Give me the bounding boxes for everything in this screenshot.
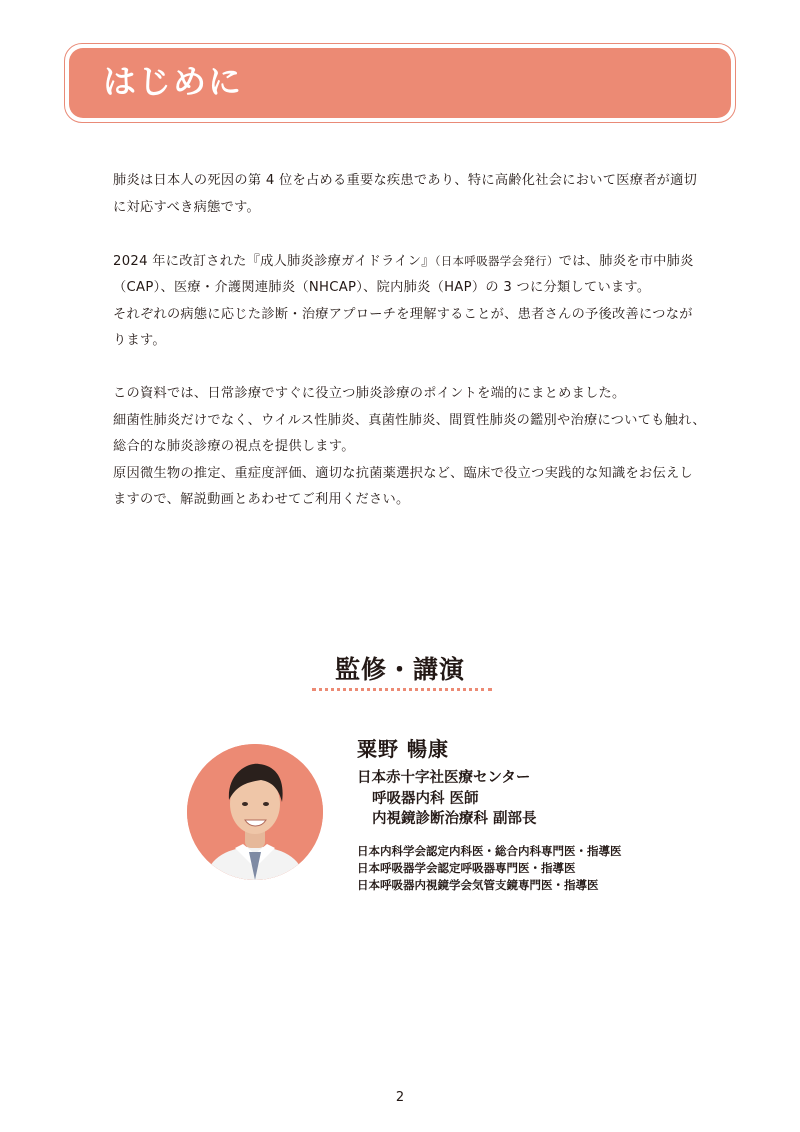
text-line xyxy=(113,248,703,276)
person-portrait-icon xyxy=(187,744,323,880)
page-title: はじめに xyxy=(103,62,243,101)
text-line: 細菌性肺炎だけでなく、ウイルス性肺炎、真菌性肺炎、間質性肺炎の鑑別や治療についても触れ、 xyxy=(113,412,706,428)
text-line: （CAP）、医療・介護関連肺炎（NHCAP）、院内肺炎（HAP）の 3 つに分類しています。 xyxy=(113,280,651,295)
text-line: 総合的な肺炎診療の視点を提供します。 xyxy=(113,439,355,454)
affiliation-dept: 呼吸器内科 医師 xyxy=(372,790,479,807)
certification-item: 日本呼吸器学会認定呼吸器専門医・指導医 xyxy=(357,861,576,875)
header-banner xyxy=(64,43,736,123)
certification-list xyxy=(357,843,622,894)
certification-item: 日本呼吸器内視鏡学会気管支鏡専門医・指導医 xyxy=(357,878,599,892)
intro-paragraph-1 xyxy=(113,168,703,221)
certification-item: 日本内科学会認定内科医・総合内科専門医・指導医 xyxy=(357,844,622,858)
supervisor-affiliation xyxy=(357,768,537,830)
affiliation-dept: 内視鏡診断治療科 副部長 xyxy=(372,811,537,827)
text-line: この資料では、日常診療ですぐに役立つ肺炎診療のポイントを端的にまとめました。 xyxy=(113,386,626,401)
intro-paragraph-3 xyxy=(113,381,706,514)
header-bar xyxy=(69,48,731,118)
text-fragment: では、肺炎を市中肺炎 xyxy=(558,253,694,269)
text-line: ります。 xyxy=(113,333,166,348)
guideline-publisher: （日本呼吸器学会発行） xyxy=(434,253,559,268)
intro-paragraph-2 xyxy=(113,248,703,355)
text-line: 原因微生物の推定、重症度評価、適切な抗菌薬選択など、臨床で役立つ実践的な知識をお伝えし xyxy=(113,465,693,481)
intro-text xyxy=(113,168,706,540)
text-line: それぞれの病態に応じた診断・治療アプローチを理解することが、患者さんの予後改善につなが xyxy=(113,306,693,322)
text-line: に対応すべき病態です。 xyxy=(113,199,261,215)
supervisor-name: 粟野 暢康 xyxy=(357,737,449,761)
text-line: 肺炎は日本人の死因の第 4 位を占める重要な疾患であり、特に高齢化社会において医療者が適切 xyxy=(113,173,698,188)
affiliation-org: 日本赤十字社医療センター xyxy=(357,770,531,786)
section-title: 監修・講演 xyxy=(334,655,465,684)
dotted-divider xyxy=(312,688,492,691)
supervisor-photo xyxy=(187,744,323,880)
page-number: 2 xyxy=(395,1090,405,1105)
text-line: ますので、解説動画とあわせてご利用ください。 xyxy=(113,492,410,507)
guideline-name: 2024 年に改訂された『成人肺炎診療ガイドライン』 xyxy=(113,253,435,269)
